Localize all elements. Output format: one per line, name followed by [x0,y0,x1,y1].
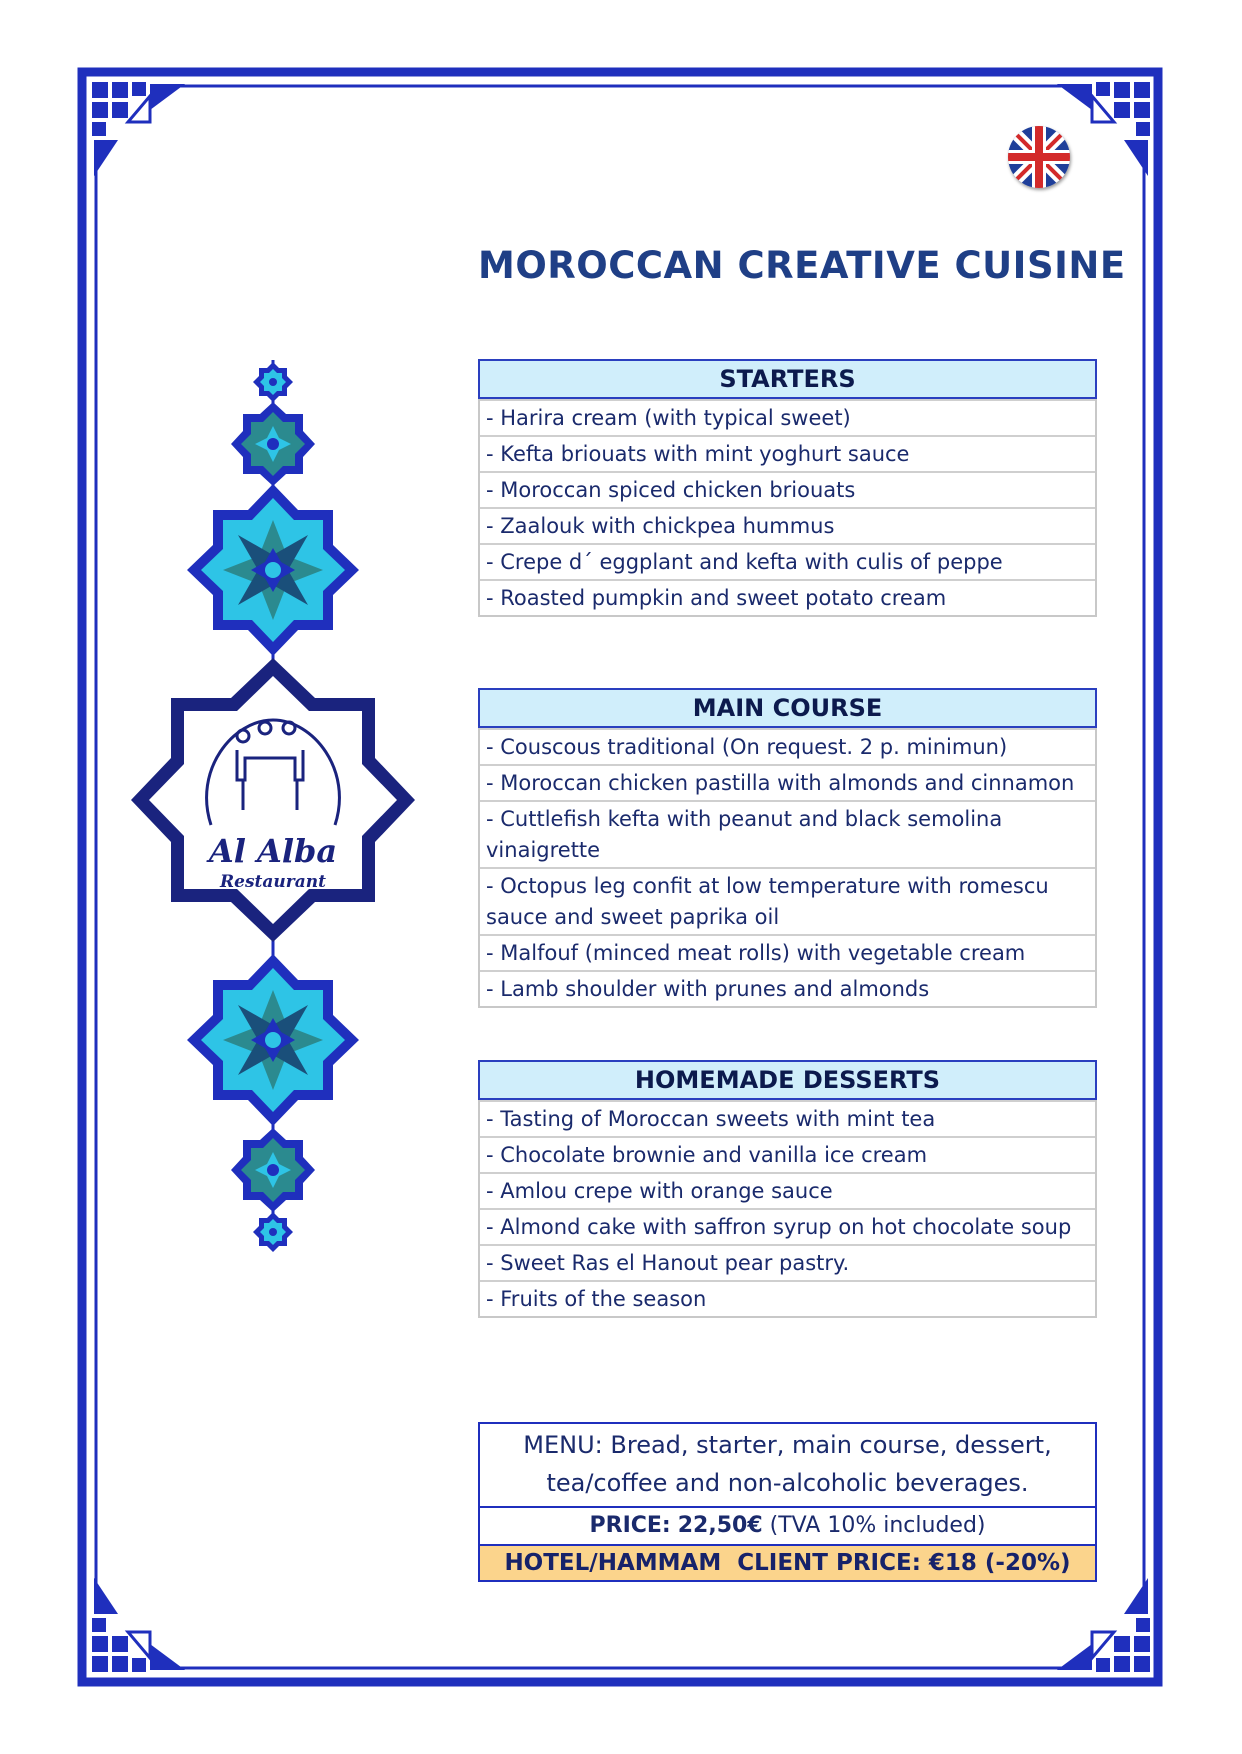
menu-item: - Roasted pumpkin and sweet potato cream [480,579,1095,615]
price-label: PRICE: [589,1513,671,1538]
menu-item: - Crepe d´ eggplant and kefta with culis of peppe [480,543,1095,579]
price-line [480,1508,1095,1546]
menu-item: - Sweet Ras el Hanout pear pastry. [480,1244,1095,1280]
menu-item: - Tasting of Moroccan sweets with mint tea [480,1100,1095,1136]
logo-subtitle: Restaurant [220,872,326,892]
price-note: (TVA 10% included) [769,1513,986,1538]
section-header: STARTERS [478,359,1097,399]
menu-item: - Zaalouk with chickpea hummus [480,507,1095,543]
main-course-section [478,688,1097,1008]
menu-item: - Moroccan chicken pastilla with almonds and cinnamon [480,764,1095,800]
menu-item: - Kefta briouats with mint yoghurt sauce [480,435,1095,471]
menu-item: - Couscous traditional (On request. 2 p. minimun) [480,728,1095,764]
uk-flag-icon[interactable] [1008,126,1070,188]
menu-item: - Almond cake with saffron syrup on hot chocolate soup [480,1208,1095,1244]
menu-item: - Malfouf (minced meat rolls) with vegetable cream [480,934,1095,970]
price-value: 22,50€ [677,1513,763,1538]
moroccan-ornament [130,360,430,1260]
section-header: HOMEMADE DESSERTS [478,1060,1097,1100]
menu-item: - Chocolate brownie and vanilla ice cream [480,1136,1095,1172]
section-header: MAIN COURSE [478,688,1097,728]
menu-item: - Octopus leg confit at low temperature with romescu sauce and sweet paprika oil [480,867,1095,934]
menu-price-box [478,1422,1097,1582]
hotel-client-price: HOTEL/HAMMAM CLIENT PRICE: €18 (-20%) [480,1546,1095,1580]
menu-description: MENU: Bread, starter, main course, dessert, tea/coffee and non-alcoholic beverages. [480,1424,1095,1508]
logo-name: Al Alba [208,832,338,870]
menu-item: - Lamb shoulder with prunes and almonds [480,970,1095,1006]
menu-item: - Fruits of the season [480,1280,1095,1316]
starters-section [478,359,1097,617]
menu-item: - Cuttlefish kefta with peanut and black semolina vinaigrette [480,800,1095,867]
page-title: MOROCCAN CREATIVE CUISINE [478,244,1126,287]
desserts-section [478,1060,1097,1318]
menu-item: - Amlou crepe with orange sauce [480,1172,1095,1208]
menu-item: - Moroccan spiced chicken briouats [480,471,1095,507]
menu-item: - Harira cream (with typical sweet) [480,399,1095,435]
